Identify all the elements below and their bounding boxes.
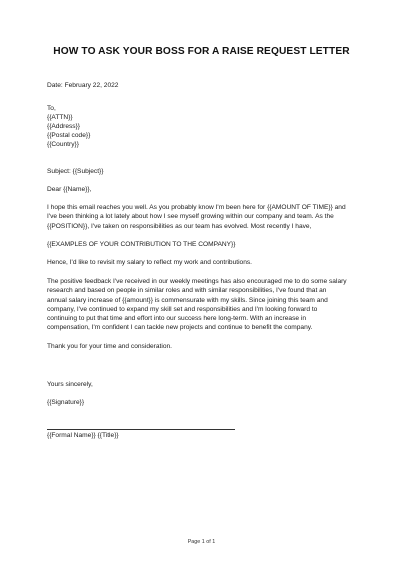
closing: Yours sincerely,: [47, 381, 93, 388]
feedback-line: continuing to put that time and effort into our success here long-term. With an increase in: [47, 315, 307, 323]
address-postal-code: {{Postal code}}: [47, 132, 91, 139]
feedback-line: annual salary increase of {{amount}} is commensurate with my skills. Since joining this team and: [47, 296, 328, 304]
hence-paragraph: Hence, I'd like to revisit my salary to reflect my work and contributions.: [47, 259, 253, 266]
formal-name: {{Formal Name}} {{Title}}: [47, 432, 119, 439]
date-line: Date: February 22, 2022: [47, 82, 119, 89]
address-attn: {{ATTN}}: [47, 114, 73, 121]
examples-placeholder: {{EXAMPLES OF YOUR CONTRIBUTION TO THE COMPANY}}: [47, 241, 236, 248]
subject-line: Subject: {{Subject}}: [47, 168, 104, 175]
feedback-line: compensation, I'm confident I can tackle new projects and continue to benefit the company.: [47, 324, 313, 332]
intro-line: I hope this email reaches you well. As you probably know I'm been here for {{AMOUNT OF TIME}} and: [47, 204, 346, 211]
intro-line: {{POSITION}}, I've taken on responsibilities as our team has evolved. Most recently I have,: [47, 222, 312, 230]
feedback-line: company, I've continued to expand my skill set and responsibilities and I'm looking forward to: [47, 305, 318, 313]
signature-line: [47, 429, 235, 430]
salutation: Dear {{Name}},: [47, 186, 92, 193]
intro-paragraph: [47, 203, 367, 231]
page-number: Page 1 of 1: [187, 539, 216, 545]
document-title: HOW TO ASK YOUR BOSS FOR A RAISE REQUEST LETTER: [53, 46, 350, 57]
address-to: To,: [47, 105, 56, 112]
feedback-paragraph: [47, 277, 367, 333]
address-country: {{Country}}: [47, 141, 79, 148]
signature-placeholder: {{Signature}}: [47, 399, 85, 406]
feedback-line: research and based on people in similar roles and with similar responsibilities, I've found that an: [47, 287, 327, 295]
feedback-line: The positive feedback I've received in our weekly meetings has also encouraged me to do some salary: [47, 278, 347, 285]
thanks-paragraph: Thank you for your time and consideration.: [47, 343, 172, 350]
address-street: {{Address}}: [47, 123, 80, 130]
intro-line: I've been thinking a lot lately about how I see myself growing within our company and team. As the: [47, 213, 334, 221]
